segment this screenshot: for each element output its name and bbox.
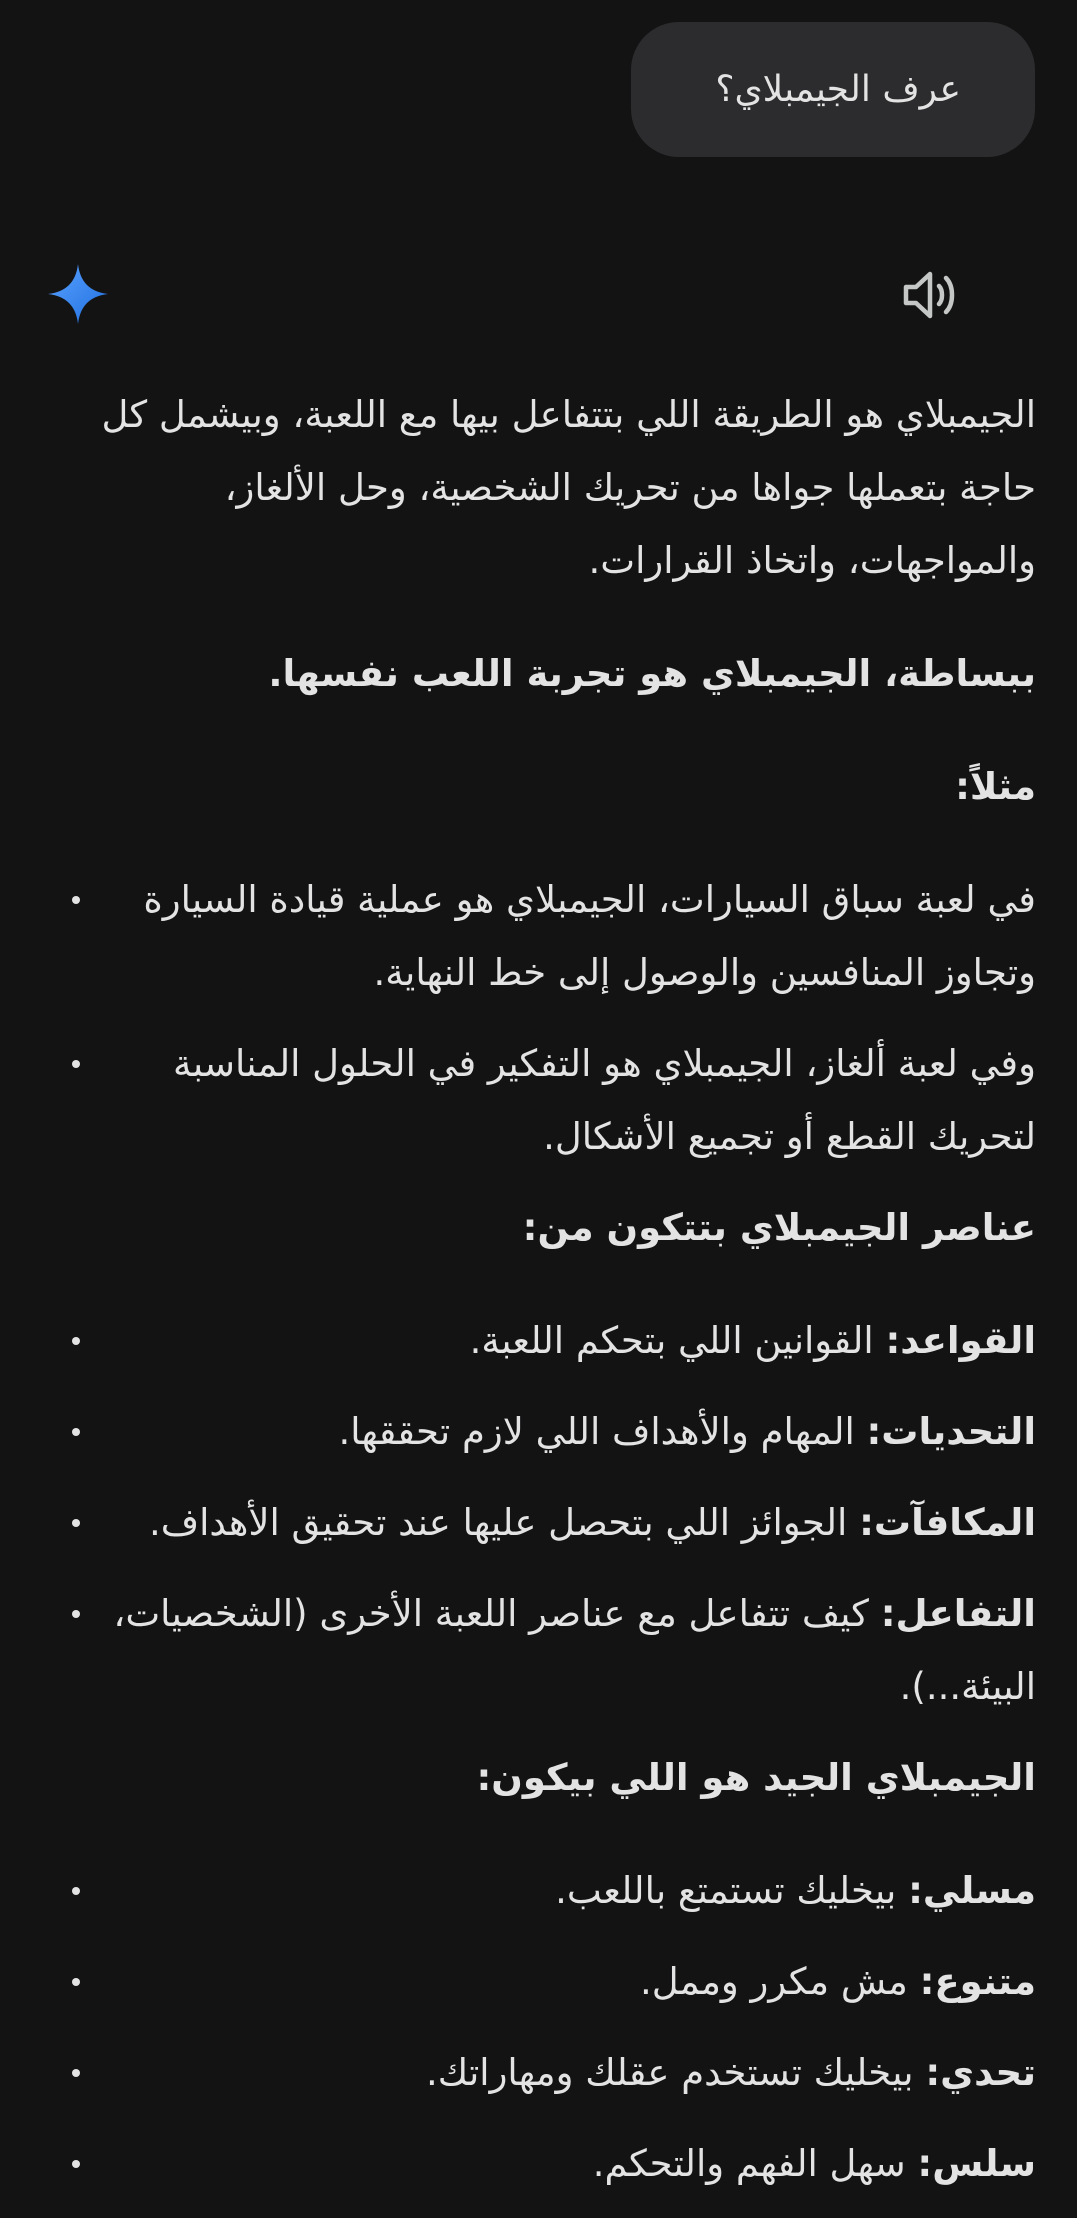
assistant-response	[46, 378, 1036, 2218]
list-item	[104, 1854, 1036, 1927]
good-traits-list	[104, 1854, 1036, 2200]
list-item-desc: بيخليك تستمتع باللعب.	[555, 1869, 909, 1912]
list-item	[104, 2127, 1036, 2200]
list-item-term: التحديات:	[866, 1410, 1036, 1453]
list-item	[104, 1304, 1036, 1377]
list-item	[104, 1945, 1036, 2018]
list-item-term: التفاعل:	[880, 1592, 1036, 1635]
list-item-term: تحدي:	[925, 2051, 1036, 2094]
list-item-term: مسلي:	[908, 1869, 1036, 1912]
list-item-term: سلس:	[917, 2142, 1036, 2185]
list-item-desc: بيخليك تستخدم عقلك ومهاراتك.	[426, 2051, 926, 2094]
response-intro: الجيمبلاي هو الطريقة اللي بتتفاعل بيها مع اللعبة، وبيشمل كل حاجة بتعملها جواها من تحريك الشخصية، وحل الألغاز، والمواجهات، واتخاذ القرارات.	[101, 393, 1036, 582]
elements-heading: عناصر الجيمبلاي بتتكون من:	[522, 1206, 1036, 1249]
good-gameplay-heading: الجيمبلاي الجيد هو اللي بيكون:	[476, 1756, 1036, 1799]
list-item-term: القواعد:	[885, 1319, 1036, 1362]
list-item	[104, 2036, 1036, 2109]
list-item-term: المكافآت:	[859, 1501, 1036, 1544]
list-item-desc: الجوائز اللي بتحصل عليها عند تحقيق الأهداف.	[149, 1501, 860, 1544]
list-item	[104, 1577, 1036, 1723]
list-item-term: متنوع:	[919, 1960, 1036, 2003]
examples-list	[104, 863, 1036, 1173]
gemini-sparkle-icon	[46, 262, 110, 326]
list-item-desc: القوانين اللي بتحكم اللعبة.	[469, 1319, 886, 1362]
list-item	[104, 1486, 1036, 1559]
examples-heading: مثلاً:	[955, 765, 1036, 808]
list-item: وفي لعبة ألغاز، الجيمبلاي هو التفكير في الحلول المناسبة لتحريك القطع أو تجميع الأشكال.	[104, 1027, 1036, 1173]
speaker-icon[interactable]	[902, 268, 960, 322]
list-item-desc: سهل الفهم والتحكم.	[592, 2142, 918, 2185]
list-item: في لعبة سباق السيارات، الجيمبلاي هو عملية قيادة السيارة وتجاوز المنافسين والوصول إلى خط النهاية.	[104, 863, 1036, 1009]
user-message-text: عرف الجيمبلاي؟	[715, 69, 961, 110]
list-item-desc: المهام والأهداف اللي لازم تحققها.	[338, 1410, 867, 1453]
list-item	[104, 1395, 1036, 1468]
list-item-desc: مش مكرر وممل.	[639, 1960, 920, 2003]
elements-list	[104, 1304, 1036, 1723]
response-summary: ببساطة، الجيمبلاي هو تجربة اللعب نفسها.	[268, 652, 1036, 695]
user-message-bubble	[631, 22, 1035, 157]
list-item-desc: كيف تتفاعل مع عناصر اللعبة الأخرى (الشخصيات، البيئة...).	[113, 1592, 1036, 1708]
